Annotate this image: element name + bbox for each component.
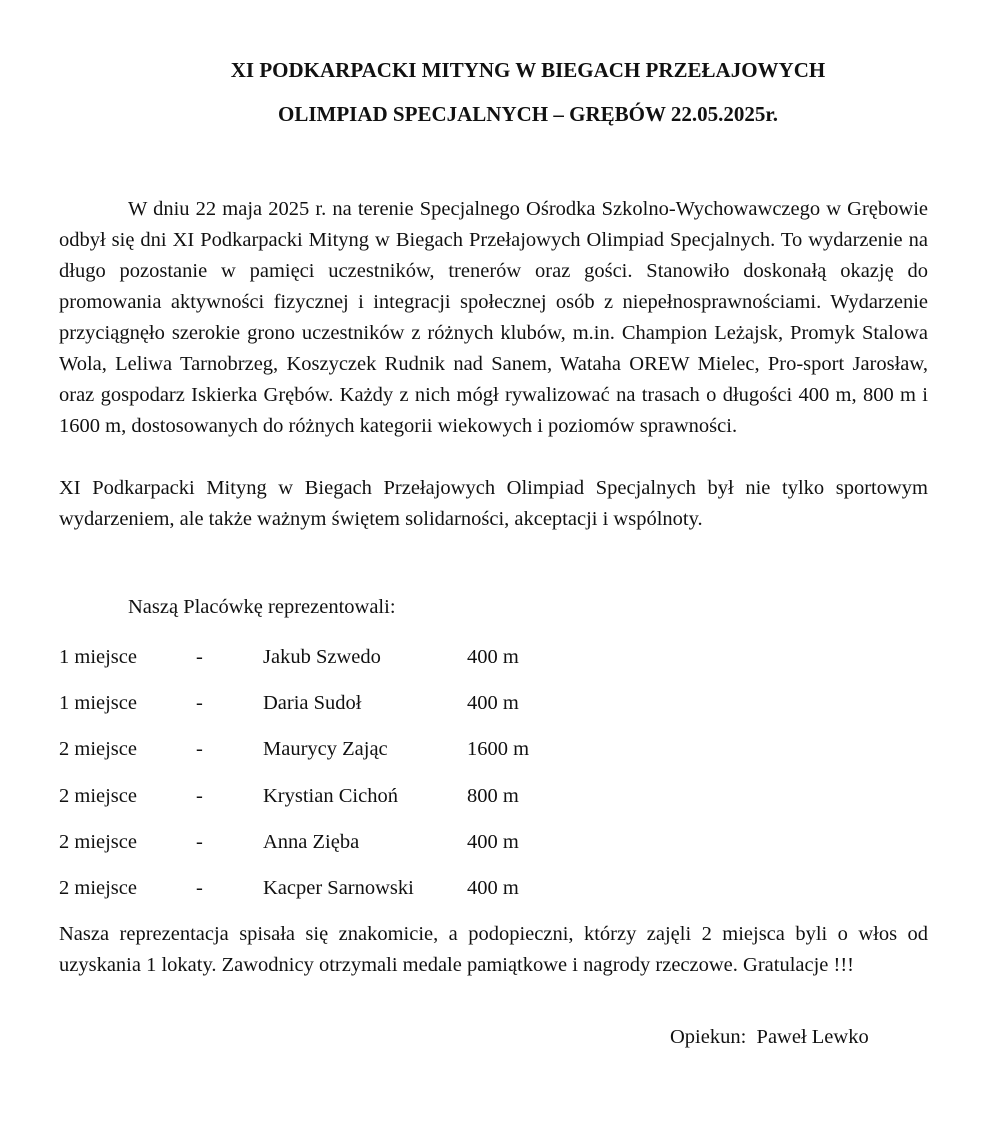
result-distance: 400 m [467,830,519,853]
result-place: 1 miejsce [59,692,137,715]
result-distance: 800 m [467,784,519,807]
result-row [59,640,659,686]
result-row [59,871,659,917]
result-dash: - [196,876,203,899]
result-name: Krystian Cichoń [263,784,398,807]
summary-paragraph: Nasza reprezentacja spisała się znakomicie, a podopieczni, którzy zajęli 2 miejsca byli o włos od uzyskania 1 lokaty. Zawodnicy otrzymali medale pamiątkowe i nagrody rzeczowe. Gratulacje !!! [59,923,928,976]
solidarity-paragraph: XI Podkarpacki Mityng w Biegach Przełajowych Olimpiad Specjalnych był nie tylko sportowym wydarzeniem, ale także ważnym świętem solidarności, akceptacji i wspólnoty. [59,477,928,530]
result-dash: - [196,784,203,807]
result-place: 1 miejsce [59,646,137,668]
result-distance: 400 m [467,646,519,668]
result-row [59,732,659,778]
signature-line: Opiekun: Paweł Lewko [670,1026,869,1048]
result-name: Maurycy Zając [263,738,388,761]
result-place: 2 miejsce [59,738,137,761]
result-row [59,686,659,732]
result-place: 2 miejsce [59,876,137,899]
document-title-line-1: XI PODKARPACKI MITYNG W BIEGACH PRZEŁAJOWYCH [230,58,826,82]
result-dash: - [196,646,203,668]
result-place: 2 miejsce [59,784,137,807]
result-name: Kacper Sarnowski [263,876,414,899]
representation-intro: Naszą Placówkę reprezentowali: [128,596,396,618]
result-name: Jakub Szwedo [263,646,381,668]
result-dash: - [196,830,203,853]
result-place: 2 miejsce [59,830,137,853]
result-name: Anna Zięba [263,830,360,853]
result-dash: - [196,692,203,715]
result-distance: 400 m [467,692,519,715]
result-distance: 400 m [467,876,519,899]
result-distance: 1600 m [467,738,530,761]
result-dash: - [196,738,203,761]
result-row [59,779,659,825]
document-title-line-2: OLIMPIAD SPECJALNYCH – GRĘBÓW 22.05.2025r. [278,102,778,126]
intro-paragraph: W dniu 22 maja 2025 r. na terenie Specjalnego Ośrodka Szkolno-Wychowawczego w Grębowie odbył się dni XI Podkarpacki Mityng w Biegach Przełajowych Olimpiad Specjalnych. To wydarzenie na długo pozostanie w pamięci uczestników, trenerów oraz gości. Stanowiło doskonałą okazję do promowania aktywności fizycznej i integracji społecznej osób z niepełnosprawnościami. Wydarzenie przyciągnęło szerokie grono uczestników z różnych klubów, m.in. Champion Leżajsk, Promyk Stalowa Wola, Leliwa Tarnobrzeg, Koszyczek Rudnik nad Sanem, Wataha OREW Mielec, Pro-sport Jarosław, oraz gospodarz Iskierka Grębów. Każdy z nich mógł rywalizować na trasach o długości 400 m, 800 m i 1600 m, dostosowanych do różnych kategorii wiekowych i poziomów sprawności. [59,198,928,437]
results-list [59,640,659,917]
result-name: Daria Sudoł [263,692,362,715]
result-row [59,825,659,871]
